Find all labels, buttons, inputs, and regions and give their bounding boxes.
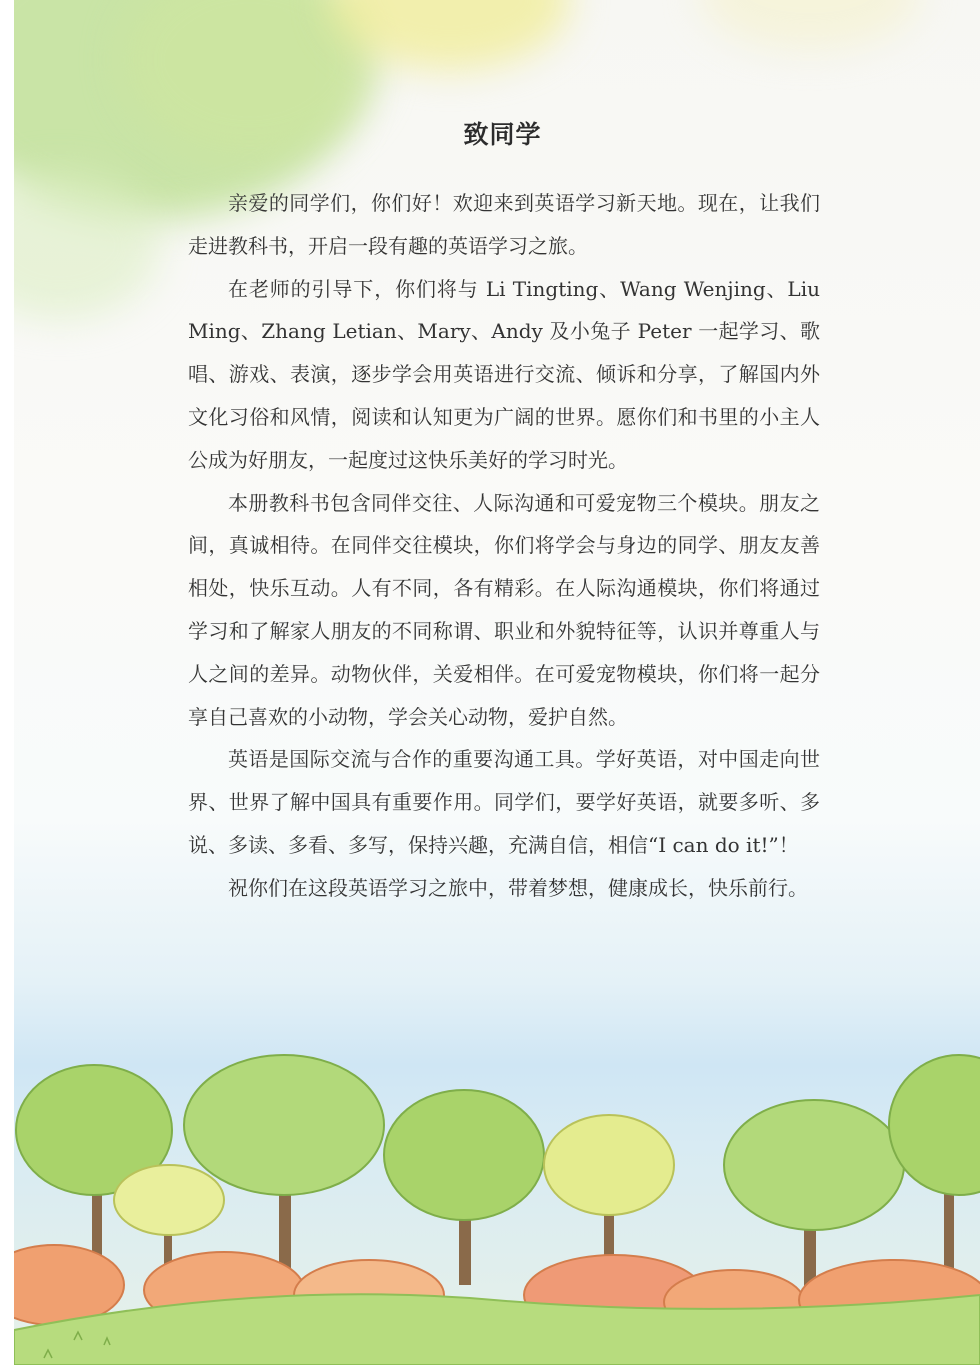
park-scenery-illustration bbox=[14, 1040, 980, 1365]
back-tree-center-left bbox=[184, 1055, 384, 1280]
paragraph-characters: 在老师的引导下，你们将与 Li Tingting、Wang Wenjing、Liu Ming、Zhang Letian、Mary、Andy 及小兔子 Peter 一起学习、歌唱、游戏、表演，逐步学会用英语进行交流、倾诉和分享，了解国内外文化习俗和风情，阅读和认知更为广阔的世界。愿你们和书里的小主人公成为好朋友，一起度过这快乐美好的学习时光。 bbox=[188, 276, 820, 472]
letter-body bbox=[188, 182, 820, 910]
page-edge bbox=[0, 0, 14, 1365]
paragraph-modules: 本册教科书包含同伴交往、人际沟通和可爱宠物三个模块。朋友之间，真诚相待。在同伴交往模块，你们将学会与身边的同学、朋友友善相处，快乐互动。人有不同，各有精彩。在人际沟通模块，你们将通过学习和了解家人朋友的不同称谓、职业和外貌特征等，认识并尊重人与人之间的差异。动物伙伴，关爱相伴。在可爱宠物模块，你们将一起分享自己喜欢的小动物，学会关心动物，爱护自然。 bbox=[188, 490, 820, 729]
page-title: 致同学 bbox=[463, 120, 542, 149]
paragraph-greeting: 亲爱的同学们，你们好！欢迎来到英语学习新天地。现在，让我们走进教科书，开启一段有趣的英语学习之旅。 bbox=[188, 191, 820, 258]
paragraph-importance: 英语是国际交流与合作的重要沟通工具。学好英语，对中国走向世界、世界了解中国具有重要作用。同学们，要学好英语，就要多听、多说、多读、多看、多写，保持兴趣，充满自信，相信“I can do it!”！ bbox=[188, 747, 820, 857]
back-tree-center bbox=[384, 1090, 544, 1285]
paragraph-wishes: 祝你们在这段英语学习之旅中，带着梦想，健康成长，快乐前行。 bbox=[228, 875, 808, 900]
